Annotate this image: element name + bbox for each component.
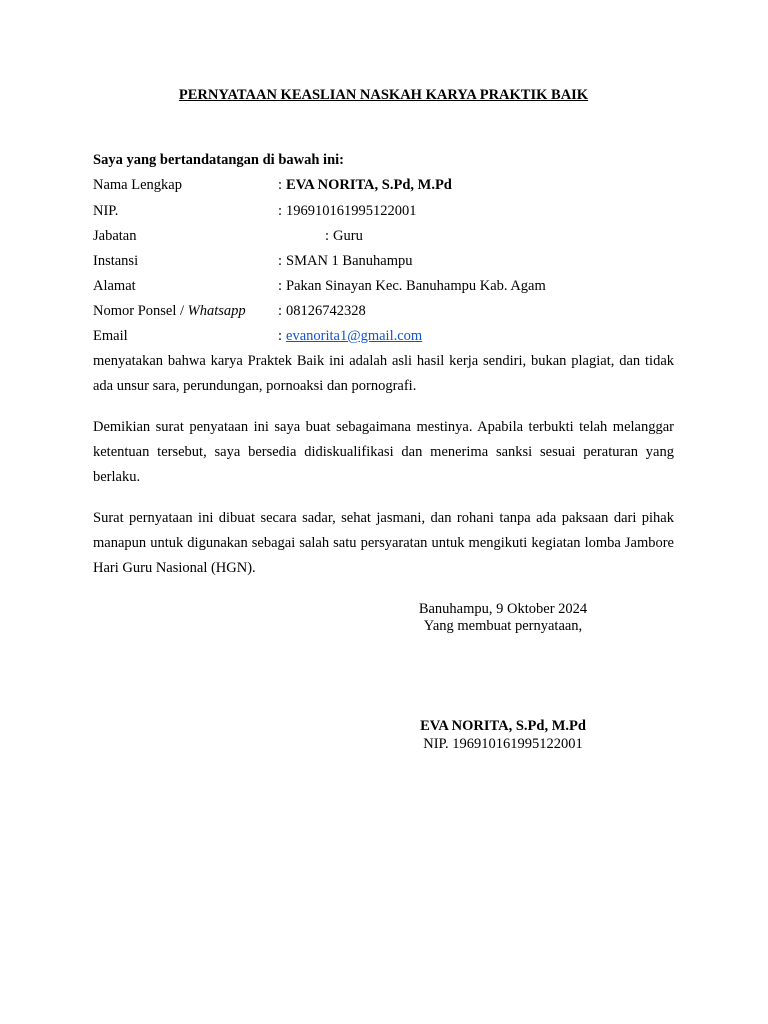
- field-label-instansi: Instansi: [93, 253, 139, 269]
- field-label-alamat: Alamat: [93, 278, 136, 294]
- signature-role: Yang membuat pernyataan,: [423, 618, 583, 634]
- consent-paragraph: Surat pernyataan ini dibuat secara sadar, sehat jasmani, dan rohani tanpa ada paksaan dari pihak manapun untuk digunakan sebagai salah satu persyaratan untuk mengikuti kegiatan lomba Jambore Hari Guru Nasional (HGN).: [93, 510, 674, 576]
- field-value-alamat: : Pakan Sinayan Kec. Banuhampu Kab. Agam: [278, 278, 546, 294]
- document-title: PERNYATAAN KEASLIAN NASKAH KARYA PRAKTIK BAIK: [178, 87, 589, 103]
- statement-paragraph: menyatakan bahwa karya Praktek Baik ini adalah asli hasil kerja sendiri, bukan plagiat, dan tidak ada unsur sara, perundungan, pornoaksi dan pornografi.: [93, 353, 674, 394]
- field-label-email: Email: [93, 328, 128, 344]
- signature-place-date: Banuhampu, 9 Oktober 2024: [418, 601, 588, 617]
- declaration-paragraph: Demikian surat penyataan ini saya buat sebagaimana mestinya. Apabila terbukti telah melanggar ketentuan tersebut, saya bersedia didiskualifikasi dan menerima sanksi sesuai peraturan yang berlaku.: [93, 419, 674, 485]
- field-value-jabatan: : Guru: [325, 228, 363, 244]
- field-value-instansi: : SMAN 1 Banuhampu: [278, 253, 413, 269]
- field-label-jabatan: Jabatan: [93, 228, 137, 244]
- signature-name: EVA NORITA, S.Pd, M.Pd: [420, 718, 586, 734]
- field-value-nip: : 196910161995122001: [278, 203, 417, 219]
- field-value-email: : evanorita1@gmail.com: [278, 328, 423, 344]
- signature-nip: NIP. 196910161995122001: [423, 736, 583, 752]
- field-value-phone: : 08126742328: [278, 303, 366, 319]
- email-link[interactable]: evanorita1@gmail.com: [286, 328, 423, 344]
- field-value-name: : EVA NORITA, S.Pd, M.Pd: [278, 177, 452, 193]
- field-label-name: Nama Lengkap: [93, 177, 182, 193]
- field-label-phone: Nomor Ponsel / Whatsapp: [93, 303, 246, 319]
- intro-text: Saya yang bertandatangan di bawah ini:: [93, 152, 344, 168]
- field-label-nip: NIP.: [93, 203, 119, 219]
